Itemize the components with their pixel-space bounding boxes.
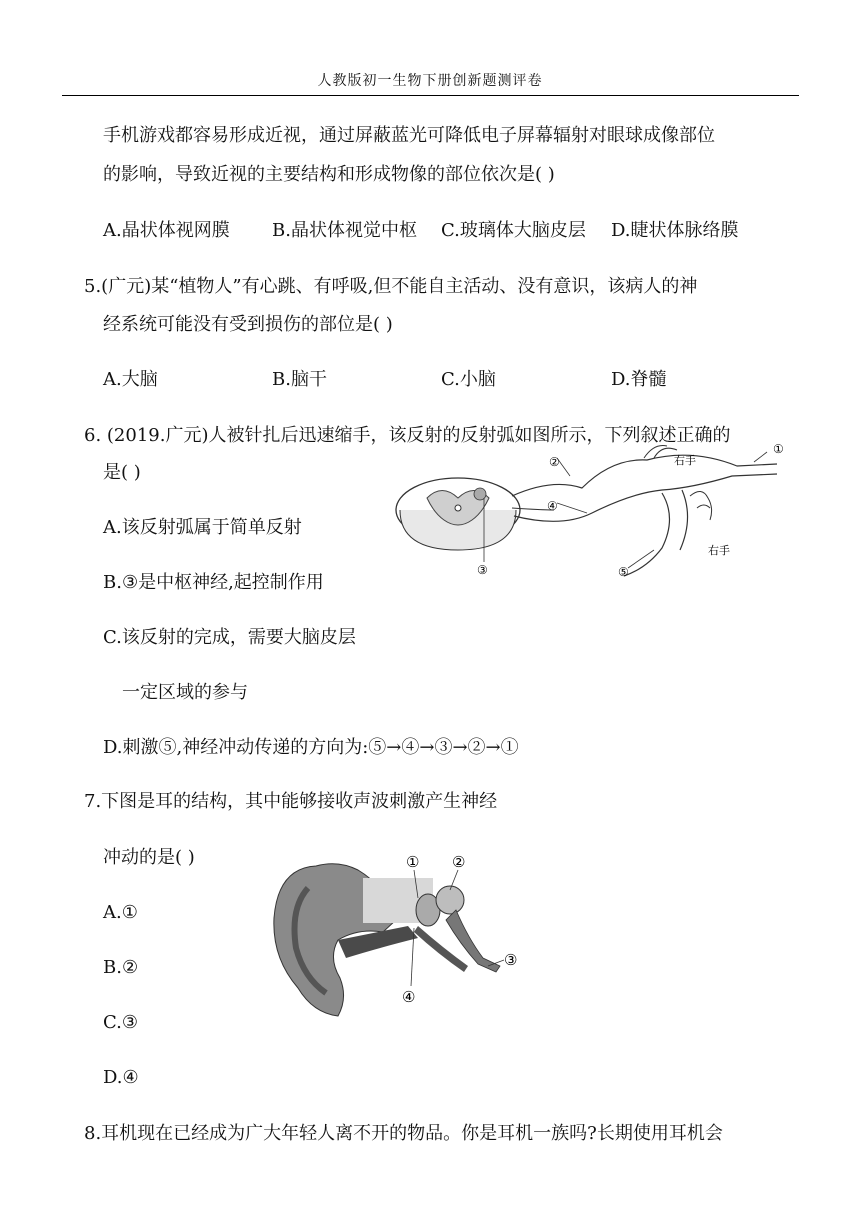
hand-label-top: 右手 — [674, 454, 696, 467]
q7-line-2: 冲动的是( ) — [103, 847, 195, 868]
ear-label-3: ③ — [504, 951, 518, 969]
q5-line-2: 经系统可能没有受到损伤的部位是( ) — [103, 314, 393, 335]
q4-option-c[interactable]: C.玻璃体大脑皮层 — [441, 220, 586, 241]
reflex-label-5: ⑤ — [618, 565, 629, 579]
q4-option-a[interactable]: A.晶状体视网膜 — [103, 220, 230, 241]
reflex-arc-figure — [392, 438, 797, 583]
ear-label-4: ④ — [402, 988, 416, 1006]
q6-option-c-cont: 一定区域的参与 — [122, 682, 248, 703]
page-header: 人教版初一生物下册创新题测评卷 — [317, 73, 543, 89]
ear-structure-figure — [268, 848, 526, 1023]
q6-option-d[interactable]: D.刺激⑤,神经冲动传递的方向为:⑤→④→③→②→① — [103, 737, 519, 758]
q6-line-1: 6. (2019.广元)人被针扎后迅速缩手，该反射的反射弧如图所示，下列叙述正确的 — [84, 425, 731, 446]
q7-option-c[interactable]: C.③ — [103, 1012, 138, 1033]
q7-line-1: 7.下图是耳的结构，其中能够接收声波刺激产生神经 — [84, 791, 498, 812]
q4-line-1: 手机游戏都容易形成近视，通过屏蔽蓝光可降低电子屏幕辐射对眼球成像部位 — [103, 125, 715, 146]
ear-label-2: ② — [452, 853, 466, 871]
q5-line-1: 5.(广元)某“植物人”有心跳、有呼吸,但不能自主活动、没有意识，该病人的神 — [84, 276, 698, 297]
q6-option-a[interactable]: A.该反射弧属于简单反射 — [103, 517, 302, 538]
q4-option-b[interactable]: B.晶状体视觉中枢 — [272, 220, 417, 241]
q7-option-a[interactable]: A.① — [103, 902, 138, 923]
q5-option-d[interactable]: D.脊髓 — [611, 369, 667, 390]
reflex-label-1: ① — [773, 442, 784, 456]
spinal-cord-section — [396, 478, 520, 550]
q5-option-b[interactable]: B.脑干 — [272, 369, 327, 390]
q7-option-b[interactable]: B.② — [103, 957, 139, 978]
q5-option-c[interactable]: C.小脑 — [441, 369, 496, 390]
q6-option-c[interactable]: C.该反射的完成，需要大脑皮层 — [103, 627, 356, 648]
q6-option-b[interactable]: B.③是中枢神经,起控制作用 — [103, 572, 324, 593]
q4-option-d[interactable]: D.睫状体脉络膜 — [611, 220, 739, 241]
q6-line-2: 是( ) — [103, 462, 141, 483]
reflex-label-2: ② — [549, 455, 560, 469]
ear-label-1: ① — [406, 853, 420, 871]
q7-option-d[interactable]: D.④ — [103, 1067, 139, 1088]
reflex-label-4: ④ — [547, 499, 558, 513]
reflex-label-3: ③ — [477, 563, 488, 577]
hand-label-bottom: 右手 — [708, 544, 730, 557]
q8-line-1: 8.耳机现在已经成为广大年轻人离不开的物品。你是耳机一族吗?长期使用耳机会 — [84, 1123, 723, 1144]
q5-option-a[interactable]: A.大脑 — [103, 369, 158, 390]
q4-line-2: 的影响，导致近视的主要结构和形成物像的部位依次是( ) — [103, 164, 555, 185]
header-divider — [62, 95, 799, 96]
